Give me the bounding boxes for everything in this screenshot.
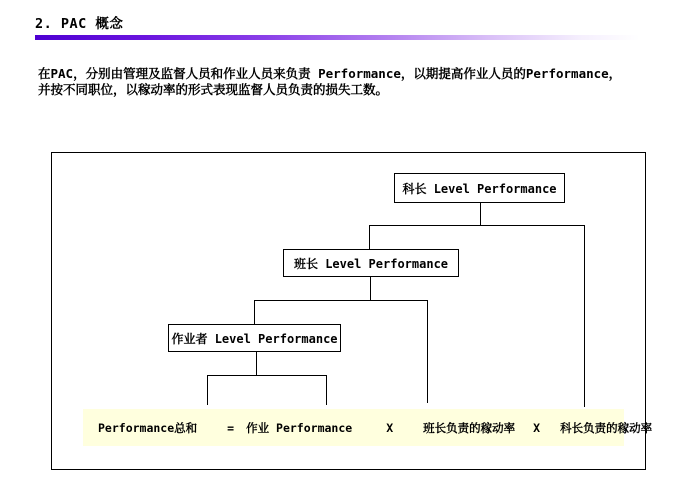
connector-zuoyezhe-drop-left [207, 375, 208, 405]
intro-line-2: 并按不同职位，以稼动率的形式表现监督人员负责的损失工数。 [38, 82, 389, 97]
connector-to-banzhang [369, 225, 370, 249]
page-title: 2. PAC 概念 [35, 16, 124, 32]
formula-term-2: 班长负责的稼动率 [423, 420, 516, 435]
connector-kezhang-branch [369, 225, 585, 226]
connector-zuoyezhe-branch [207, 375, 327, 376]
intro-line-1: 在PAC，分别由管理及监督人员和作业人员来负责 Performance，以期提高作业人员的Performance， [38, 66, 622, 81]
connector-zuoyezhe-drop-right [326, 375, 327, 405]
connector-zuoyezhe-stem [256, 352, 257, 375]
node-banzhang-level-performance [283, 249, 459, 277]
node-label: 科长 Level Performance [402, 181, 557, 196]
formula-term-3: 科长负责的稼动率 [560, 420, 653, 435]
connector-banzhang-drop [427, 300, 428, 403]
diagram-frame [51, 152, 653, 470]
node-label: 班长 Level Performance [293, 256, 449, 271]
connector-kezhang-stem [480, 203, 481, 225]
formula-term-1: 作业 Performance [246, 420, 353, 435]
formula-bar [83, 409, 653, 446]
intro-paragraph [38, 66, 621, 98]
formula-operator-1: X [386, 420, 394, 435]
node-label: 作业者 Level Performance [171, 331, 338, 346]
node-zuoyezhe-level-performance [168, 324, 341, 352]
connector-banzhang-branch [254, 300, 428, 301]
formula-lhs: Performance总和 [98, 420, 198, 435]
formula-operator-2: X [533, 420, 541, 435]
connector-to-zuoyezhe [254, 300, 255, 324]
formula-equals: = [227, 420, 235, 435]
connector-banzhang-stem [370, 277, 371, 300]
title-gradient-rule [35, 35, 640, 40]
node-kezhang-level-performance [394, 173, 565, 203]
connector-kezhang-drop [584, 225, 585, 407]
